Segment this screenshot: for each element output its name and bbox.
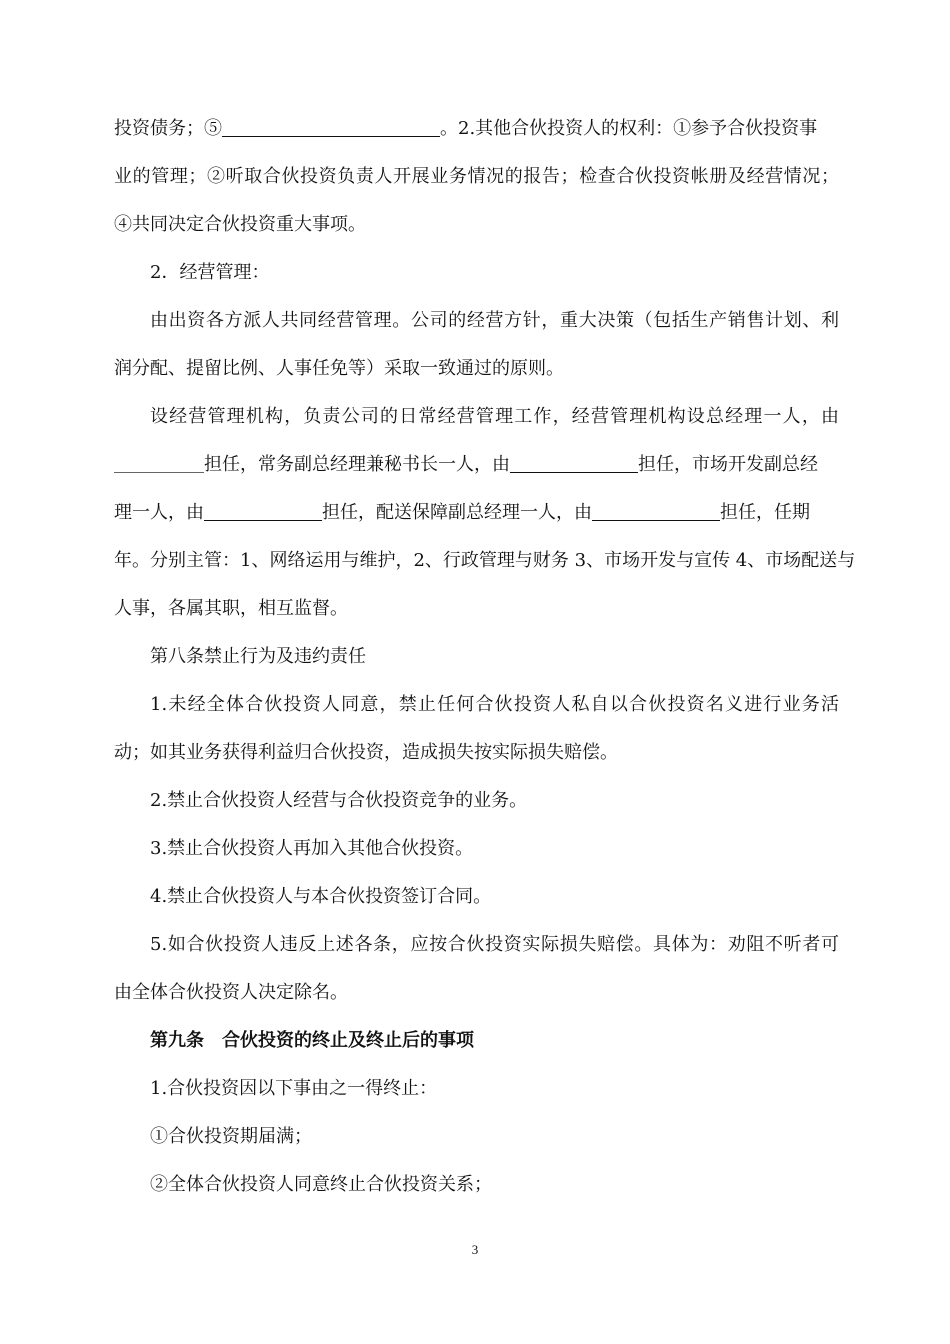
article-heading: 第八条禁止行为及违约责任	[150, 646, 366, 667]
paragraph-line: 人事，各属其职，相互监督。	[114, 598, 348, 619]
fill-in-blank	[510, 454, 638, 473]
paragraph-line: 由出资各方派人共同经营管理。公司的经营方针，重大决策（包括生产销售计划、利	[150, 310, 839, 331]
paragraph-line: 由全体合伙投资人决定除名。	[114, 982, 348, 1003]
paragraph-line: 4.禁止合伙投资人与本合伙投资签订合同。	[150, 886, 492, 907]
paragraph-line	[114, 501, 839, 525]
text-segment: 担任，配送保障副总经理一人，由	[322, 502, 592, 523]
text-segment: 担任，任期	[720, 502, 810, 523]
paragraph-line: ②全体合伙投资人同意终止合伙投资关系；	[150, 1174, 492, 1195]
text-segment: 理一人，由	[114, 502, 204, 523]
fill-in-blank	[114, 454, 204, 473]
paragraph-line: 设经营管理机构，负责公司的日常经营管理工作，经营管理机构设总经理一人，由	[150, 406, 839, 427]
paragraph-line: ①合伙投资期届满；	[150, 1126, 312, 1147]
paragraph-line: 1.未经全体合伙投资人同意，禁止任何合伙投资人私自以合伙投资名义进行业务活	[150, 694, 839, 715]
page-number: 3	[471, 1242, 479, 1257]
paragraph-line: 润分配、提留比例、人事任免等）采取一致通过的原则。	[114, 358, 564, 379]
text-segment: 担任，常务副总经理兼秘书长一人，由	[204, 454, 510, 475]
paragraph-line: 3.禁止合伙投资人再加入其他合伙投资。	[150, 838, 474, 859]
paragraph-line	[114, 453, 839, 477]
paragraph-line: ④共同决定合伙投资重大事项。	[114, 214, 366, 235]
fill-in-blank	[204, 502, 322, 521]
fill-in-blank	[592, 502, 720, 521]
text-segment: 。2.其他合伙投资人的权利：①参予合伙投资事	[440, 118, 818, 139]
paragraph-line: 2.禁止合伙投资人经营与合伙投资竞争的业务。	[150, 790, 528, 811]
text-segment: 担任，市场开发副总经	[638, 454, 818, 475]
article-heading: 第九条 合伙投资的终止及终止后的事项	[150, 1030, 474, 1051]
paragraph-line	[114, 117, 839, 141]
paragraph-line: 业的管理；②听取合伙投资负责人开展业务情况的报告；检查合伙投资帐册及经营情况；	[114, 166, 839, 187]
paragraph-line: 1.合伙投资因以下事由之一得终止：	[150, 1078, 438, 1099]
paragraph-line: 动；如其业务获得利益归合伙投资，造成损失按实际损失赔偿。	[114, 742, 618, 763]
section-heading: 2．经营管理：	[150, 262, 270, 283]
fill-in-blank	[222, 118, 440, 137]
paragraph-line: 5.如合伙投资人违反上述各条，应按合伙投资实际损失赔偿。具体为：劝阻不听者可	[150, 934, 839, 955]
paragraph-line: 年。分别主管：1、网络运用与维护，2、行政管理与财务 3、市场开发与宣传 4、市场配送与	[114, 550, 856, 571]
text-segment: 投资债务；⑤	[114, 118, 222, 139]
